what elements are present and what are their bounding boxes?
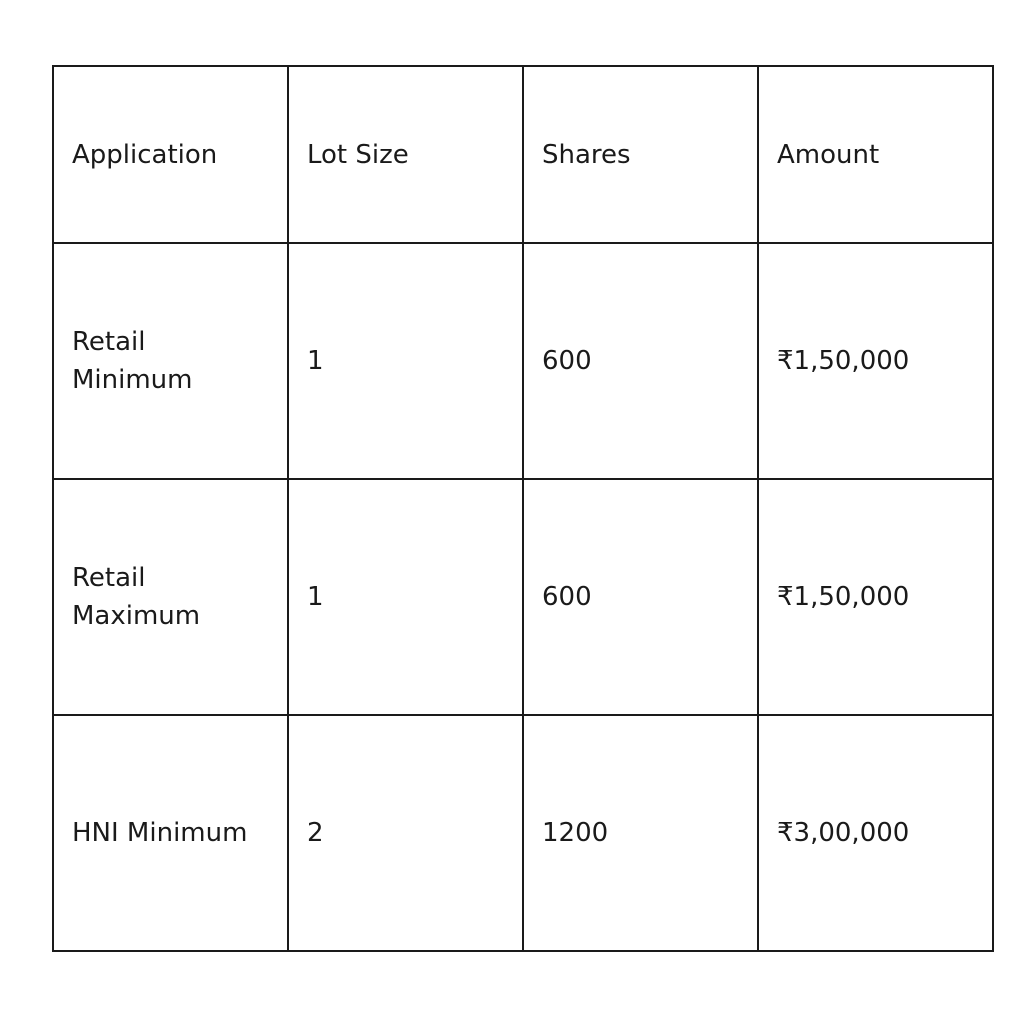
cell-lot-size: 1 — [288, 243, 523, 479]
cell-amount: ₹1,50,000 — [758, 243, 993, 479]
cell-shares: 600 — [523, 243, 758, 479]
cell-lot-size: 2 — [288, 715, 523, 951]
table-row — [53, 715, 993, 951]
header-shares: Shares — [523, 66, 758, 243]
cell-application: Retail Maximum — [53, 479, 288, 715]
cell-shares: 1200 — [523, 715, 758, 951]
cell-amount: ₹3,00,000 — [758, 715, 993, 951]
cell-application: Retail Minimum — [53, 243, 288, 479]
header-row — [53, 66, 993, 243]
cell-shares: 600 — [523, 479, 758, 715]
ipo-lot-size-table — [52, 65, 994, 952]
table-header — [53, 66, 993, 243]
table-row — [53, 243, 993, 479]
header-amount: Amount — [758, 66, 993, 243]
header-lot-size: Lot Size — [288, 66, 523, 243]
cell-lot-size: 1 — [288, 479, 523, 715]
cell-application: HNI Minimum — [53, 715, 288, 951]
cell-amount: ₹1,50,000 — [758, 479, 993, 715]
table-body — [53, 243, 993, 951]
header-application: Application — [53, 66, 288, 243]
table-row — [53, 479, 993, 715]
